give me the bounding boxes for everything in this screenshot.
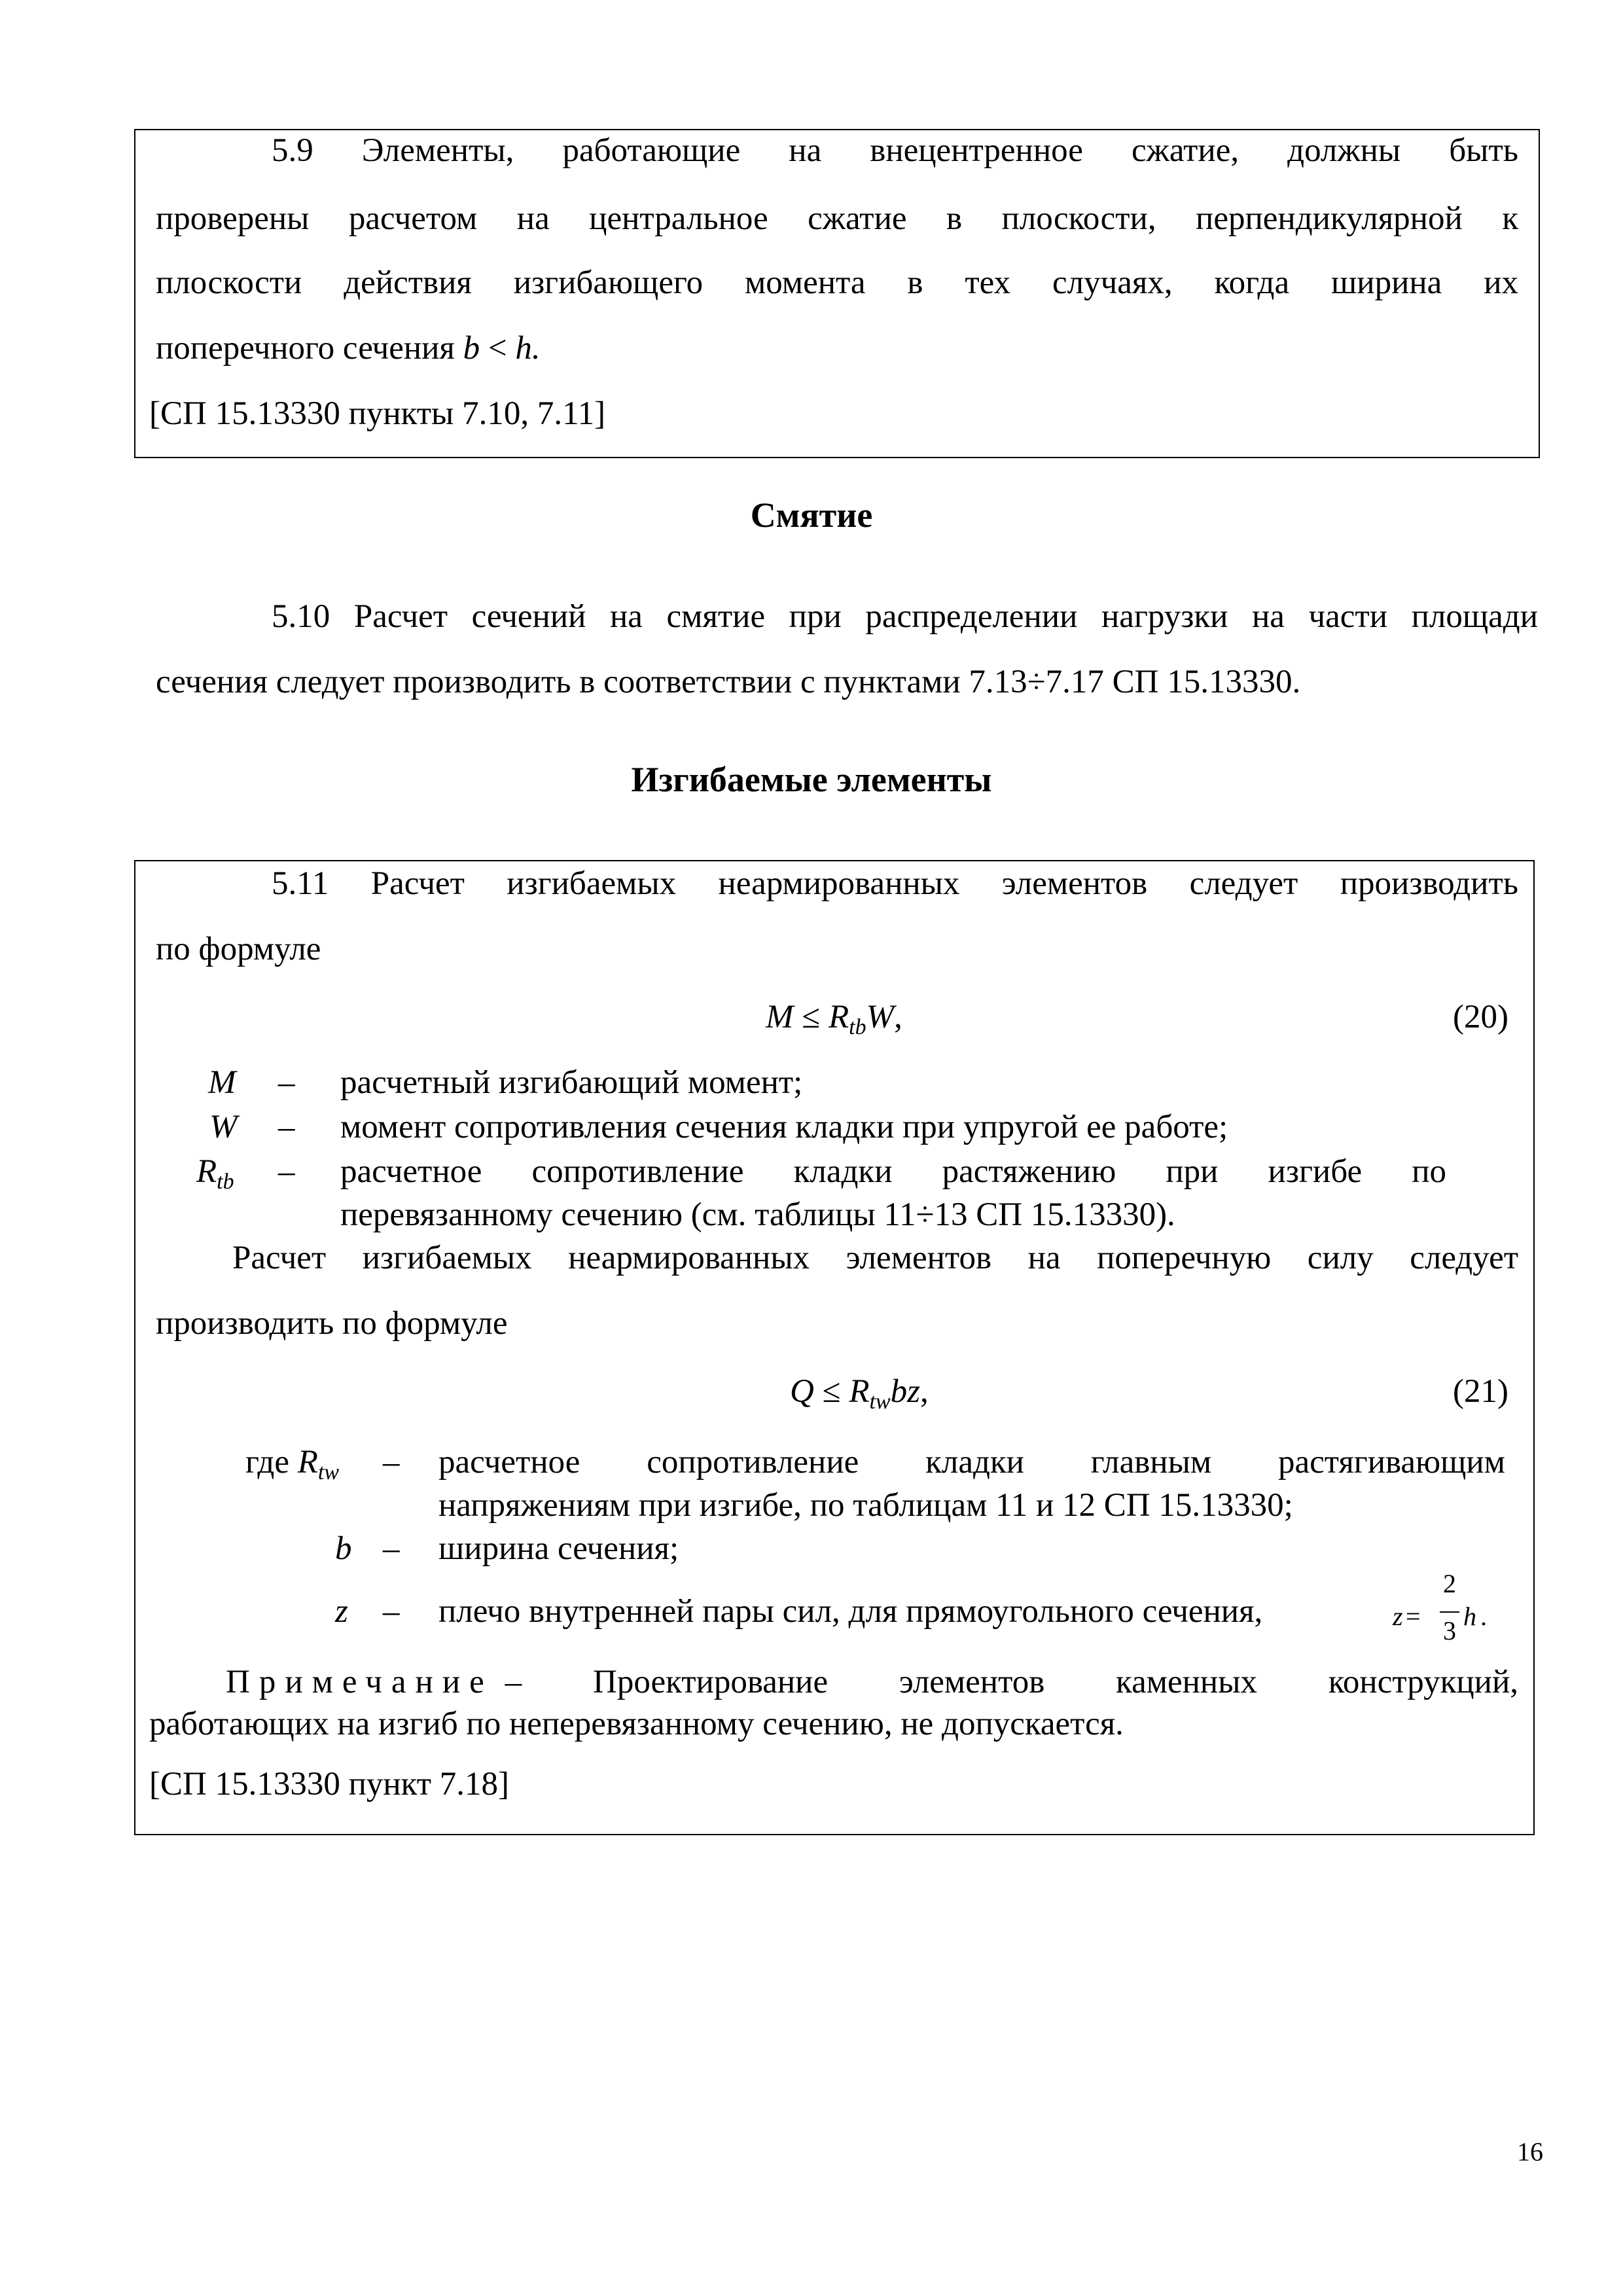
note-text-1: – Проектирование элементов каменных конструкций, bbox=[505, 1664, 1518, 1700]
def-dash: – bbox=[383, 1444, 400, 1480]
def-text-M: расчетный изгибающий момент; bbox=[340, 1064, 803, 1101]
def-text-Rtb-line-1: расчетное сопротивление кладки растяжению при изгибе по bbox=[340, 1153, 1446, 1190]
def-symbol-Rtb: $R_{tb}$ bbox=[196, 1153, 234, 1194]
def-symbol-b: b bbox=[335, 1530, 352, 1567]
def-dash: – bbox=[278, 1109, 295, 1145]
clause-5-9-line-2: проверены расчетом на центральное сжатие в плоскости, перпендикулярной к bbox=[156, 200, 1518, 237]
symbol-h: h. bbox=[515, 330, 541, 367]
clause-5-11-line-2: по формуле bbox=[156, 931, 321, 967]
def-dash: – bbox=[383, 1530, 400, 1567]
def-symbol-W: W bbox=[209, 1109, 238, 1145]
shear-line-1: Расчет изгибаемых неармированных элементов на поперечную силу следует bbox=[232, 1240, 1518, 1276]
page-number: 16 bbox=[1517, 2137, 1543, 2166]
z-formula-h: h bbox=[1463, 1602, 1476, 1631]
note-label: Примечание bbox=[226, 1664, 493, 1700]
formula-21: $Q \le R_{tw}bz$, bbox=[790, 1373, 929, 1414]
clause-5-10-line-1: 5.10 Расчет сечений на смятие при распределении нагрузки на части площади bbox=[272, 598, 1538, 635]
def-text-Rtw-line-2: напряжениям при изгибе, по таблицам 11 и 12 СП 15.13330; bbox=[438, 1487, 1293, 1524]
def-dash: – bbox=[278, 1064, 295, 1101]
clause-5-11-line-1: 5.11 Расчет изгибаемых неармированных элементов следует производить bbox=[272, 865, 1518, 902]
def-text-Rtb-line-2: перевязанному сечению (см. таблицы 11÷13 СП 15.13330). bbox=[340, 1196, 1175, 1233]
clause-5-10-line-2: сечения следует производить в соответствии с пунктами 7.13÷7.17 СП 15.13330. bbox=[156, 664, 1301, 700]
clause-5-9-line-1: 5.9 Элементы, работающие на внецентренное сжатие, должны быть bbox=[272, 132, 1518, 169]
def-text-Rtw-line-1: расчетное сопротивление кладки главным растягивающим bbox=[438, 1444, 1505, 1480]
shear-line-2: производить по формуле bbox=[156, 1305, 508, 1342]
symbol-b: b bbox=[463, 330, 480, 367]
def-symbol-z: z bbox=[335, 1593, 348, 1630]
heading-smyatie: Смятие bbox=[750, 495, 873, 535]
z-formula-eq: = bbox=[1406, 1602, 1421, 1631]
clause-5-9-reference: [СП 15.13330 пункты 7.10, 7.11] bbox=[149, 395, 606, 432]
formula-21-number: (21) bbox=[1453, 1373, 1508, 1410]
formula-20-number: (20) bbox=[1453, 999, 1508, 1035]
z-formula-denominator: 3 bbox=[1443, 1616, 1456, 1645]
note-line-1 bbox=[226, 1662, 1518, 1702]
fraction-bar bbox=[1440, 1611, 1459, 1613]
def-dash: – bbox=[383, 1593, 400, 1630]
z-formula-dot: . bbox=[1480, 1602, 1487, 1631]
z-formula-z: z bbox=[1393, 1602, 1403, 1631]
heading-bent-elements: Изгибаемые элементы bbox=[631, 760, 992, 799]
clause-5-9-line-3: плоскости действия изгибающего момента в тех случаях, когда ширина их bbox=[156, 264, 1518, 301]
formula-20: $M \le R_{tb}W$, bbox=[766, 999, 902, 1039]
def-symbol-Rtw: где $R_{tw}$ bbox=[245, 1444, 339, 1484]
def-text-z: плечо внутренней пары сил, для прямоугольного сечения, bbox=[438, 1593, 1263, 1630]
def-dash: – bbox=[278, 1153, 295, 1190]
clause-5-11-reference: [СП 15.13330 пункт 7.18] bbox=[149, 1766, 510, 1803]
def-text-b: ширина сечения; bbox=[438, 1530, 679, 1567]
clause-5-9-line-4: поперечного сечения b < h. bbox=[156, 330, 541, 367]
def-text-W: момент сопротивления сечения кладки при упругой ее работе; bbox=[340, 1109, 1228, 1145]
def-symbol-M: M bbox=[208, 1064, 236, 1101]
z-formula-numerator: 2 bbox=[1443, 1569, 1456, 1598]
note-line-2: работающих на изгиб по неперевязанному сечению, не допускается. bbox=[149, 1706, 1124, 1742]
